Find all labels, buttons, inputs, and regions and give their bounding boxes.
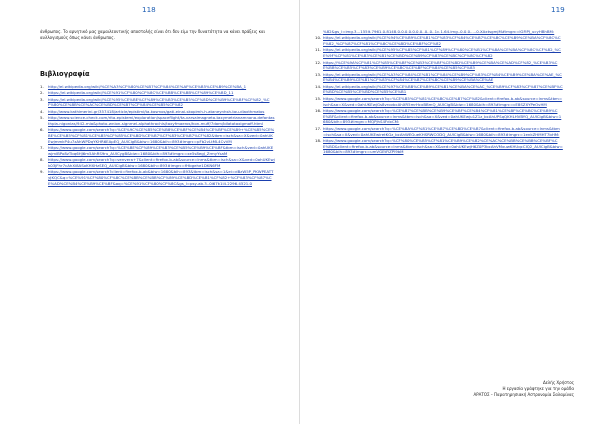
- reference-item: [40, 127, 275, 144]
- reference-number: 17.: [315, 125, 322, 131]
- reference-item: [315, 126, 563, 138]
- reference-link[interactable]: https://www.google.com/search?q=%CF%80%CE%B5%CF%81%CE%B9%CE%B2%CE%AC%CE%BB%CE%BB%CE%BF%CE%BD&client=firefox-b-ab&source=lnms&tbm=isch&sa=X&ved=0ahUKEwjH6Z0P3bcAhVMxuwKHUqcCIQ2_AUICigB&biw=1680&bih=893#imgrc=umVGEtFiZPl9bM: [323, 137, 563, 155]
- reference-link[interactable]: https://el.wikipedia.org/wiki/%CE%94%CE%B9%CE%B1%CF%83%CF%84%CE%B7%CE%BC%CE%B9%CE%BA%CF%8C%CF%82_%CF%87%CF%81%CF%8C%CE%BD%CE%BF%CF%82: [323, 35, 561, 47]
- reference-list-right: [315, 29, 563, 156]
- reference-number: 14.: [315, 83, 322, 89]
- reference-number: 7.: [40, 145, 44, 151]
- signature-line-3: ΑΡΑΤΟΣ – Παρατηρησιακή Αστρονομία Σαλαμίνας: [473, 392, 574, 398]
- reference-link[interactable]: https://el.wikipedia.org/wiki/%CE%95%CE%BE%CF%89%CE%B3%CE%B5%CF%8D%CE%B9%CE%BF%CF%82_%CF%80%CE%BB%CE%AC%CE%BD%CE%B7%CF%84%CE%B5%CF%82: [48, 96, 270, 108]
- reference-number: 16.: [315, 107, 322, 113]
- reference-item: [40, 90, 275, 96]
- reference-link[interactable]: http://www.kathimerini.gr/357418/article/epistimi/ta-kosmos/gati-einai-skopimh-h-ataneynhsh-tou-diaxthmatos: [48, 108, 265, 114]
- reference-item: [40, 109, 275, 115]
- reference-link[interactable]: https://el.wikipedia.org/wiki/%CE%97%CE%BB%CE%B9%CE%B1%CE%BA%CE%AC_%CE%B9%CF%83%CF%87%CE%BF%CE%BD%CE%B5%CE%BD%CE%B5%CE%B1: [323, 83, 563, 95]
- reference-number: 4.: [40, 108, 44, 114]
- reference-link[interactable]: https://el.wikipedia.org/wiki/%CE%91%CF%80%CF%8C%CE%BB%CE%BB%CF%89%CE%BD_11: [48, 90, 234, 96]
- reference-list-left: [40, 84, 275, 187]
- reference-number: 18.: [315, 137, 322, 143]
- signature-line-2: Η εργασία γράφτηκε για την ομάδα: [502, 386, 574, 392]
- author-signature: [473, 380, 574, 399]
- reference-item: [40, 115, 275, 127]
- reference-number: 8.: [40, 157, 44, 163]
- reference-link[interactable]: https://www.google.com/search?q=venvera+7&client=firefox-b-ab&source=lnms&tbm=isch&sa=X&ved=0ahUKEwjk03jFhr7cAhXi8ASoKHXHzSEQ_AUICigB&biw=1680&bih=893#imgrc=fHbgehe1DKN6FM: [48, 157, 275, 168]
- reference-link[interactable]: https://el.wikipedia.org/wiki/%CE%A3%CF%84%CE%B1%CF%84%CE%B9%CF%83%CF%84%CE%B9%CE%BA%CE%AE_%CE%B4%CE%B9%CE%B1%CF%83%CF%84%CE%B7%CE%BC%CE%B9%CE%BA%CE%AE: [323, 71, 562, 83]
- reference-link[interactable]: %82&gs_l=img.3...155lt.7961.0.8148.0.0.0.0.0.0.0..0..0..1c.1.64.img..0.0.0.....0.XAxtsgmjM#imgrc=lGFiPJ_ucyHBhBM:: [323, 29, 555, 34]
- reference-number: 2.: [40, 90, 44, 96]
- reference-number: 5.: [40, 115, 44, 121]
- reference-link[interactable]: https://www.google.com/search?q=%CE%9C%CE%B5%CE%B8%CE%BF%CE%B4%CE%BF%CE%B9+%CE%B5%CE%BE%CE%B5%CF%81%CE%B5%CF%85%CE%BD%CE%B7%CF%83%CE%B7%CF%82&tbm=isch&sa=X&ved=0ahUKEwjmmkP4u7zAhWPDqYKHR6EApEQ_AUICigB&biw=1680&bih=893#imgrc=pFb2vLtML4CvVM: [48, 127, 275, 144]
- reference-item: [40, 84, 275, 90]
- bibliography-heading: Βιβλιογραφία: [40, 70, 90, 78]
- reference-item: [315, 47, 563, 59]
- reference-item: [315, 138, 563, 155]
- reference-item: [315, 29, 563, 35]
- reference-number: 6.: [40, 127, 44, 133]
- reference-item: [315, 72, 563, 84]
- reference-number: 15.: [315, 95, 322, 101]
- reference-number: 1.: [40, 84, 44, 89]
- reference-link[interactable]: https://www.google.com/search?q=%CE%B5%CF%81%CE%BC%CE%B7%CF%82&client=firefox-b-ab&source=lnms&tbm=isch&sa=X&ved=0ahUKEwjGs8vrovbcAhXR5mrHcxBBmQ_AUICigB&biw=1680&bih=893#imgrc=cE8SZXYPeOvHM: [323, 95, 563, 107]
- reference-link[interactable]: https://www.google.com/search?q=%CE%BE%CF%89%CE%B3%CE%B5%CE%B9%CE%BF&tbm=isch&ved=0ahUKEwjmlBPo8zTbq6HJ6m5AhRS9ru_AUICygB&biw=1680&bih=893#imgrc=xe5s8egJ_ZrmyYsaM: [48, 145, 274, 156]
- reference-item: [315, 84, 563, 96]
- reference-item: [40, 97, 275, 109]
- author-name: Δελής Χρήστος: [543, 380, 574, 385]
- reference-number: 13.: [315, 71, 322, 77]
- reference-link[interactable]: http://el.wikipedia.org/wiki/%CE%A3%CF%80%CE%B7%CF%84%CE%AF%CE%B5%CE%B9%CE%BA_1: [48, 84, 247, 89]
- reference-item: [40, 157, 275, 169]
- reference-link[interactable]: https://www.google.com/search?q=%CE%BA%CF%81%CE%B7%CE%BD%CE%B7&client=firefox-b-ab&source=lnms&tbm=isch&sa=X&ved=0ahUKEwiretKGz_bcAhWEGueKHSRWCODQ_AUICigB&biw=1680&bih=893#imgrc=1enkZHMHT7bHM:: [323, 125, 560, 137]
- reference-link[interactable]: https://el.wikipedia.org/wiki/%CE%95%CF%85%CF%81%CF%89%CF%80%CE%B1%CF%8A%CE%BA%CF%8C%CF%82_%CE%9F%CF%81%CE%B3%CE%B1%CE%BD%CE%B9%CF%83%CE%BC%CF%8C%CF%82: [323, 47, 561, 59]
- reference-number: 12.: [315, 59, 322, 65]
- reference-item: [40, 145, 275, 157]
- page-number-left: 118: [142, 5, 156, 14]
- reference-item: [315, 35, 563, 47]
- reference-item: [315, 96, 563, 108]
- reference-link[interactable]: https://www.google.com/search?q=%CE%B7%CE%BB%CE%B9%CE%BF%CE%B4%CF%81%CE%BF%CE%BC%CE%B9%CE%BF&client=firefox-b-ab&source=lnms&tbm=isch&sa=X&ved=0ahUKEwju1Z1z_bcAhUPSqQKHLHVBYQ_AUICigB&biw=1680&bih=893#imgrc=MQPjhS4FdxCM:: [323, 107, 562, 125]
- reference-item: [315, 108, 563, 125]
- right-page: [300, 0, 600, 424]
- reference-item: [315, 60, 563, 72]
- reference-link[interactable]: http://www.science-check.com/rita-epistemi/exploration/spaceflight/ta-varsaimagneta-taxymetrianamnona-defantasthpla-nigonias/942-mia&photo-wnion-signmel-alphathrochis/taxyfmaeros/hon-muff/7dam/bilatotaxigmaff.html: [48, 115, 275, 126]
- page-number-right: 119: [551, 5, 565, 14]
- reference-number: 11.: [315, 47, 322, 53]
- reference-link[interactable]: https://%CE%9A%CF%81%CF%85%CE%BF%CE%B3%CE%BF%CE%BD%CE%B9%CE%BA%CE%AD%CF%82_%CE%B3%CE%BB%CE%B5%CF%83%CE%B9%CE%BC%CE%BF%CF%84%CE%B5%CF%83: [323, 59, 558, 71]
- reference-item: [40, 169, 275, 186]
- reference-link[interactable]: https://www.google.com/search?client=firefox-b-ab&biw=1680&bih=893&tbm=isch&sa=1&ei=dBzW5P_PKWPEATTyJKQC&q=%CE%91%CF%80%CF%8C%CE%BB%CE%BB%CF%89%CE%BD%CE%B1%CF%82+%CF%83%CF%87%CE%AD%CE%B4%CE%B9%CE%BF&oq=%CE%91%CF%80%CF%8C&gs_l=psy-ab.3..0i67k1l4.2296.4521.0: [48, 169, 274, 186]
- intro-paragraph: άνθρωπος. Το αρνητικό μας χαμαιλεοντικής αποστολής είναι ότι δεν είμι την δυνατότητα να κάνει πράξεις και αυλλογισμούς όπως κάνει άνθρωπος.: [40, 29, 266, 41]
- reference-number: [315, 29, 323, 35]
- reference-number: 3.: [40, 96, 44, 102]
- reference-number: 9.: [40, 169, 44, 175]
- reference-number: 10.: [315, 35, 322, 41]
